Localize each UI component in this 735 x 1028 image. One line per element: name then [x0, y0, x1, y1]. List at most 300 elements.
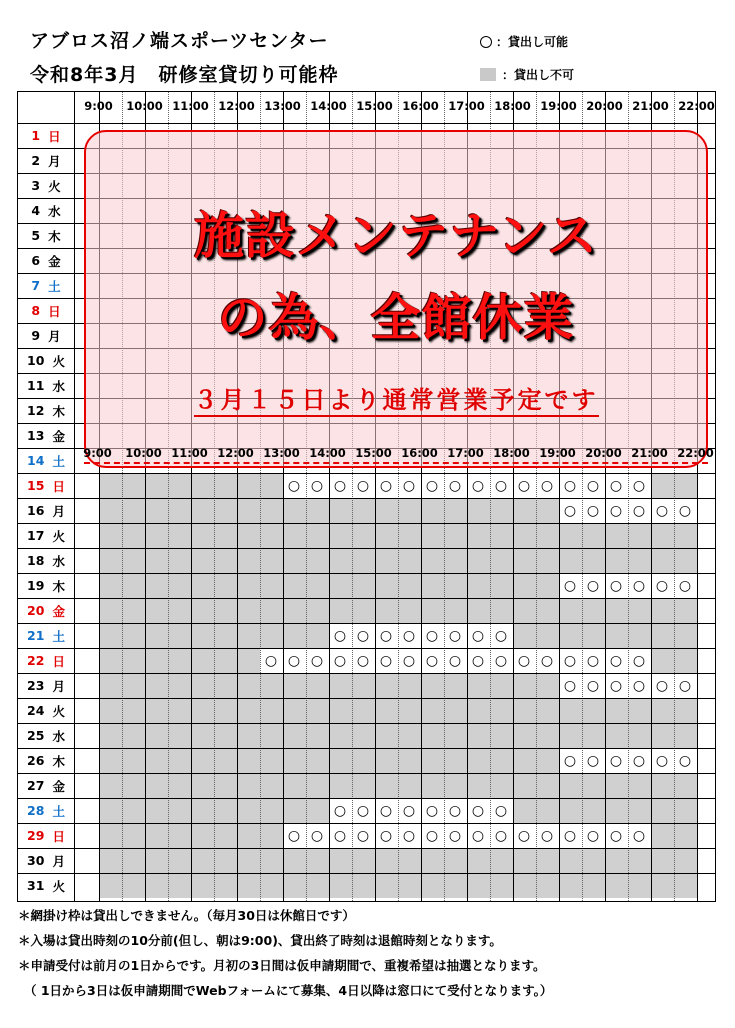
unavailable-cell [214, 698, 237, 723]
unavailable-cell [122, 698, 145, 723]
unavailable-cell [375, 523, 398, 548]
unavailable-cell [674, 798, 697, 823]
unavailable-cell [559, 598, 582, 623]
unavailable-cell [168, 748, 191, 773]
day-label [18, 623, 74, 648]
unavailable-cell [605, 723, 628, 748]
unavailable-cell [605, 873, 628, 898]
weekday: 日 [52, 828, 65, 844]
unavailable-cell [674, 648, 697, 673]
unavailable-cell [145, 598, 168, 623]
unavailable-cell [628, 873, 651, 898]
unavailable-cell [605, 623, 628, 648]
day-number: 22 [27, 653, 45, 668]
unavailable-cell [329, 723, 352, 748]
available-mark: ○ [448, 652, 462, 669]
unavailable-cell [329, 873, 352, 898]
hour-label: 12:00 [218, 99, 255, 113]
day-label [18, 773, 74, 798]
unavailable-cell [283, 773, 306, 798]
unavailable-cell [582, 798, 605, 823]
unavailable-cell [536, 848, 559, 873]
available-mark: ○ [563, 652, 577, 669]
unavailable-cell [214, 598, 237, 623]
weekday: 月 [52, 503, 65, 519]
unavailable-cell [145, 648, 168, 673]
note-line: ＊申請受付は前月の1日からです。月初の3日間は仮申請期間で、重複希望は抽選となります。 [18, 958, 546, 973]
unavailable-cell [352, 698, 375, 723]
unavailable-cell [168, 773, 191, 798]
unavailable-cell [559, 848, 582, 873]
unavailable-cell [99, 623, 122, 648]
unavailable-cell [628, 623, 651, 648]
unavailable-cell [237, 823, 260, 848]
unavailable-cell [145, 673, 168, 698]
weekday: 木 [52, 403, 65, 419]
notice-line-3 [86, 380, 706, 415]
unavailable-cell [490, 698, 513, 723]
unavailable-cell [122, 773, 145, 798]
unavailable-cell [444, 548, 467, 573]
available-mark: ○ [379, 652, 393, 669]
unavailable-cell [145, 873, 168, 898]
available-mark: ○ [563, 477, 577, 494]
unavailable-cell [628, 773, 651, 798]
row-divider [18, 848, 715, 849]
available-mark: ○ [425, 652, 439, 669]
unavailable-cell [651, 623, 674, 648]
row-divider [18, 823, 715, 824]
unavailable-cell [122, 473, 145, 498]
row-divider [18, 648, 715, 649]
unavailable-cell [122, 498, 145, 523]
unavailable-cell [375, 573, 398, 598]
unavailable-cell [306, 748, 329, 773]
unavailable-cell [375, 598, 398, 623]
unavailable-cell [260, 598, 283, 623]
weekday: 金 [48, 253, 61, 269]
note-line: ＊入場は貸出時刻の10分前(但し、朝は9:00)、貸出終了時刻は退館時刻となります。 [18, 933, 502, 948]
unavailable-cell [421, 723, 444, 748]
unavailable-cell [260, 523, 283, 548]
available-mark: ○ [356, 627, 370, 644]
unavailable-cell [467, 848, 490, 873]
unavailable-cell [651, 523, 674, 548]
unavailable-cell [260, 723, 283, 748]
row-divider [18, 798, 715, 799]
unavailable-cell [444, 498, 467, 523]
unavailable-cell [467, 673, 490, 698]
day-number: 6 [31, 253, 41, 268]
available-mark: ○ [678, 502, 692, 519]
unavailable-cell [122, 873, 145, 898]
unavailable-cell [214, 573, 237, 598]
unavailable-cell [260, 573, 283, 598]
day-label [18, 223, 74, 248]
available-mark: ○ [632, 577, 646, 594]
day-number: 4 [31, 203, 41, 218]
unavailable-cell [513, 623, 536, 648]
hour-label: 15:00 [356, 99, 393, 113]
hour-label: 16:00 [402, 99, 439, 113]
unavailable-cell [237, 623, 260, 648]
unavailable-cell [398, 548, 421, 573]
unavailable-cell [513, 873, 536, 898]
available-mark: ○ [471, 802, 485, 819]
unavailable-cell [398, 673, 421, 698]
unavailable-cell [99, 673, 122, 698]
unavailable-cell [444, 673, 467, 698]
unavailable-cell [122, 598, 145, 623]
unavailable-cell [214, 723, 237, 748]
unavailable-cell [214, 648, 237, 673]
unavailable-cell [283, 573, 306, 598]
unavailable-cell [559, 623, 582, 648]
unavailable-cell [352, 498, 375, 523]
unavailable-cell [490, 873, 513, 898]
unavailable-cell [444, 873, 467, 898]
circle-icon [480, 36, 492, 48]
hour-label: 13:00 [264, 99, 301, 113]
day-label [18, 873, 74, 898]
unavailable-cell [513, 498, 536, 523]
legend-available [480, 33, 568, 50]
available-mark: ○ [609, 577, 623, 594]
available-mark: ○ [563, 577, 577, 594]
available-mark: ○ [517, 477, 531, 494]
available-mark: ○ [448, 477, 462, 494]
unavailable-cell [191, 573, 214, 598]
unavailable-cell [651, 648, 674, 673]
day-label [18, 173, 74, 198]
closure-notice [84, 130, 708, 468]
weekday: 月 [52, 853, 65, 869]
unavailable-cell [444, 523, 467, 548]
unavailable-cell [145, 773, 168, 798]
unavailable-cell [628, 598, 651, 623]
day-number: 26 [27, 753, 45, 768]
unavailable-cell [306, 723, 329, 748]
unavailable-cell [191, 798, 214, 823]
available-mark: ○ [333, 652, 347, 669]
weekday: 木 [52, 753, 65, 769]
unavailable-cell [145, 723, 168, 748]
unavailable-cell [260, 823, 283, 848]
available-mark: ○ [494, 827, 508, 844]
available-mark: ○ [425, 477, 439, 494]
unavailable-cell [214, 748, 237, 773]
unavailable-cell [191, 523, 214, 548]
unavailable-cell [237, 723, 260, 748]
available-mark: ○ [540, 652, 554, 669]
unavailable-cell [122, 573, 145, 598]
unavailable-cell [444, 773, 467, 798]
unavailable-cell [651, 773, 674, 798]
hour-label: 9:00 [84, 99, 113, 113]
unavailable-cell [260, 748, 283, 773]
unavailable-cell [99, 523, 122, 548]
unavailable-cell [329, 773, 352, 798]
unavailable-cell [490, 848, 513, 873]
available-mark: ○ [310, 827, 324, 844]
unavailable-cell [122, 623, 145, 648]
unavailable-cell [536, 773, 559, 798]
unavailable-cell [421, 873, 444, 898]
unavailable-cell [490, 748, 513, 773]
unavailable-cell [329, 523, 352, 548]
unavailable-cell [444, 598, 467, 623]
unavailable-cell [122, 823, 145, 848]
hour-label-repeat: 13:00 [263, 446, 300, 460]
unavailable-cell [674, 598, 697, 623]
available-mark: ○ [379, 802, 393, 819]
unavailable-cell [421, 548, 444, 573]
unavailable-cell [513, 523, 536, 548]
available-mark: ○ [333, 477, 347, 494]
unavailable-cell [352, 523, 375, 548]
unavailable-cell [237, 498, 260, 523]
unavailable-cell [352, 673, 375, 698]
legend-available-label: ：貸出し可能 [496, 35, 569, 49]
row-divider [18, 473, 715, 474]
unavailable-cell [490, 723, 513, 748]
day-label [18, 848, 74, 873]
hour-label-repeat: 22:00 [677, 446, 714, 460]
day-number: 27 [27, 778, 45, 793]
day-number: 2 [31, 153, 41, 168]
unavailable-cell [99, 498, 122, 523]
unavailable-cell [283, 598, 306, 623]
unavailable-cell [490, 498, 513, 523]
unavailable-cell [513, 848, 536, 873]
unavailable-cell [490, 573, 513, 598]
unavailable-cell [191, 873, 214, 898]
unavailable-cell [99, 848, 122, 873]
unavailable-cell [329, 698, 352, 723]
day-number: 24 [27, 703, 45, 718]
legend-unavailable [480, 66, 574, 83]
weekday: 月 [48, 328, 61, 344]
unavailable-cell [444, 573, 467, 598]
unavailable-cell [467, 723, 490, 748]
unavailable-cell [398, 573, 421, 598]
unavailable-cell [352, 548, 375, 573]
unavailable-cell [536, 673, 559, 698]
day-label [18, 448, 74, 473]
available-mark: ○ [402, 802, 416, 819]
day-label [18, 298, 74, 323]
available-mark: ○ [678, 752, 692, 769]
available-mark: ○ [609, 477, 623, 494]
day-number: 5 [31, 228, 41, 243]
unavailable-cell [306, 773, 329, 798]
available-mark: ○ [425, 627, 439, 644]
day-label [18, 498, 74, 523]
day-label [18, 373, 74, 398]
unavailable-cell [306, 573, 329, 598]
unavailable-cell [168, 848, 191, 873]
unavailable-cell [237, 648, 260, 673]
unavailable-cell [651, 548, 674, 573]
hour-label: 22:00 [678, 99, 715, 113]
weekday: 土 [52, 453, 65, 469]
unavailable-cell [421, 673, 444, 698]
unavailable-cell [467, 498, 490, 523]
weekday: 水 [48, 203, 61, 219]
available-mark: ○ [471, 627, 485, 644]
unavailable-cell [214, 823, 237, 848]
unavailable-cell [306, 673, 329, 698]
unavailable-cell [122, 673, 145, 698]
unavailable-cell [260, 873, 283, 898]
unavailable-cell [214, 548, 237, 573]
day-label [18, 148, 74, 173]
available-mark: ○ [448, 802, 462, 819]
available-mark: ○ [540, 827, 554, 844]
unavailable-cell [99, 573, 122, 598]
day-number: 13 [27, 428, 45, 443]
unavailable-cell [306, 698, 329, 723]
unavailable-cell [214, 623, 237, 648]
available-mark: ○ [310, 652, 324, 669]
hour-label-repeat: 12:00 [217, 446, 254, 460]
unavailable-cell [99, 773, 122, 798]
weekday: 日 [48, 128, 61, 144]
unavailable-cell [306, 498, 329, 523]
unavailable-cell [628, 548, 651, 573]
unavailable-cell [237, 873, 260, 898]
hour-label: 11:00 [172, 99, 209, 113]
hour-label-repeat: 20:00 [585, 446, 622, 460]
unavailable-cell [444, 848, 467, 873]
notice-line-3-text: ３月１５日より通常営業予定です [194, 386, 599, 417]
available-mark: ○ [448, 827, 462, 844]
unavailable-cell [260, 848, 283, 873]
day-label [18, 323, 74, 348]
unavailable-cell [145, 848, 168, 873]
unavailable-cell [237, 848, 260, 873]
hour-label: 17:00 [448, 99, 485, 113]
available-mark: ○ [655, 577, 669, 594]
day-label [18, 198, 74, 223]
available-mark: ○ [402, 652, 416, 669]
unavailable-cell [467, 873, 490, 898]
unavailable-cell [674, 473, 697, 498]
available-mark: ○ [287, 827, 301, 844]
unavailable-cell [329, 748, 352, 773]
row-divider [18, 573, 715, 574]
available-mark: ○ [586, 477, 600, 494]
unavailable-cell [421, 523, 444, 548]
weekday: 水 [52, 378, 65, 394]
unavailable-cell [191, 598, 214, 623]
unavailable-cell [306, 848, 329, 873]
unavailable-cell [513, 798, 536, 823]
row-divider [18, 748, 715, 749]
unavailable-cell [260, 673, 283, 698]
unavailable-cell [398, 848, 421, 873]
unavailable-cell [421, 598, 444, 623]
unavailable-cell [168, 698, 191, 723]
unavailable-cell [168, 573, 191, 598]
day-label [18, 598, 74, 623]
day-number: 3 [31, 178, 41, 193]
unavailable-cell [99, 473, 122, 498]
unavailable-cell [536, 573, 559, 598]
unavailable-cell [536, 723, 559, 748]
unavailable-cell [490, 673, 513, 698]
available-mark: ○ [655, 752, 669, 769]
weekday: 水 [52, 728, 65, 744]
available-mark: ○ [586, 502, 600, 519]
unavailable-cell [674, 698, 697, 723]
unavailable-cell [329, 673, 352, 698]
unavailable-cell [191, 648, 214, 673]
unavailable-cell [490, 548, 513, 573]
unavailable-cell [168, 548, 191, 573]
unavailable-cell [145, 573, 168, 598]
unavailable-cell [398, 698, 421, 723]
unavailable-cell [651, 873, 674, 898]
unavailable-cell [628, 723, 651, 748]
unavailable-cell [421, 573, 444, 598]
weekday: 火 [52, 528, 65, 544]
day-number: 16 [27, 503, 45, 518]
unavailable-cell [582, 848, 605, 873]
weekday: 火 [48, 178, 61, 194]
unavailable-cell [513, 673, 536, 698]
available-mark: ○ [678, 577, 692, 594]
weekday: 火 [52, 703, 65, 719]
unavailable-cell [191, 823, 214, 848]
available-mark: ○ [264, 652, 278, 669]
unavailable-cell [559, 773, 582, 798]
row-divider [18, 873, 715, 874]
hour-label-repeat: 18:00 [493, 446, 530, 460]
unavailable-cell [582, 523, 605, 548]
unavailable-cell [536, 698, 559, 723]
unavailable-cell [398, 723, 421, 748]
weekday: 木 [52, 578, 65, 594]
available-mark: ○ [609, 652, 623, 669]
unavailable-cell [306, 523, 329, 548]
day-number: 20 [27, 603, 45, 618]
hour-label-repeat: 21:00 [631, 446, 668, 460]
unavailable-cell [605, 523, 628, 548]
unavailable-cell [214, 498, 237, 523]
weekday: 金 [52, 778, 65, 794]
available-mark: ○ [632, 477, 646, 494]
schedule-title: 令和8年3月 研修室貸切り可能枠 [30, 64, 339, 86]
unavailable-cell [168, 723, 191, 748]
hour-label-repeat: 16:00 [401, 446, 438, 460]
weekday: 水 [52, 553, 65, 569]
available-mark: ○ [379, 827, 393, 844]
day-label [18, 698, 74, 723]
unavailable-cell [651, 598, 674, 623]
available-mark: ○ [471, 827, 485, 844]
unavailable-cell [145, 523, 168, 548]
day-label [18, 273, 74, 298]
unavailable-cell [559, 548, 582, 573]
available-mark: ○ [632, 677, 646, 694]
unavailable-cell [168, 523, 191, 548]
day-number: 9 [31, 328, 41, 343]
unavailable-cell [352, 573, 375, 598]
note-line: ＊網掛け枠は貸出しできません。（毎月30日は休館日です） [18, 908, 355, 923]
unavailable-cell [122, 798, 145, 823]
available-mark: ○ [448, 627, 462, 644]
